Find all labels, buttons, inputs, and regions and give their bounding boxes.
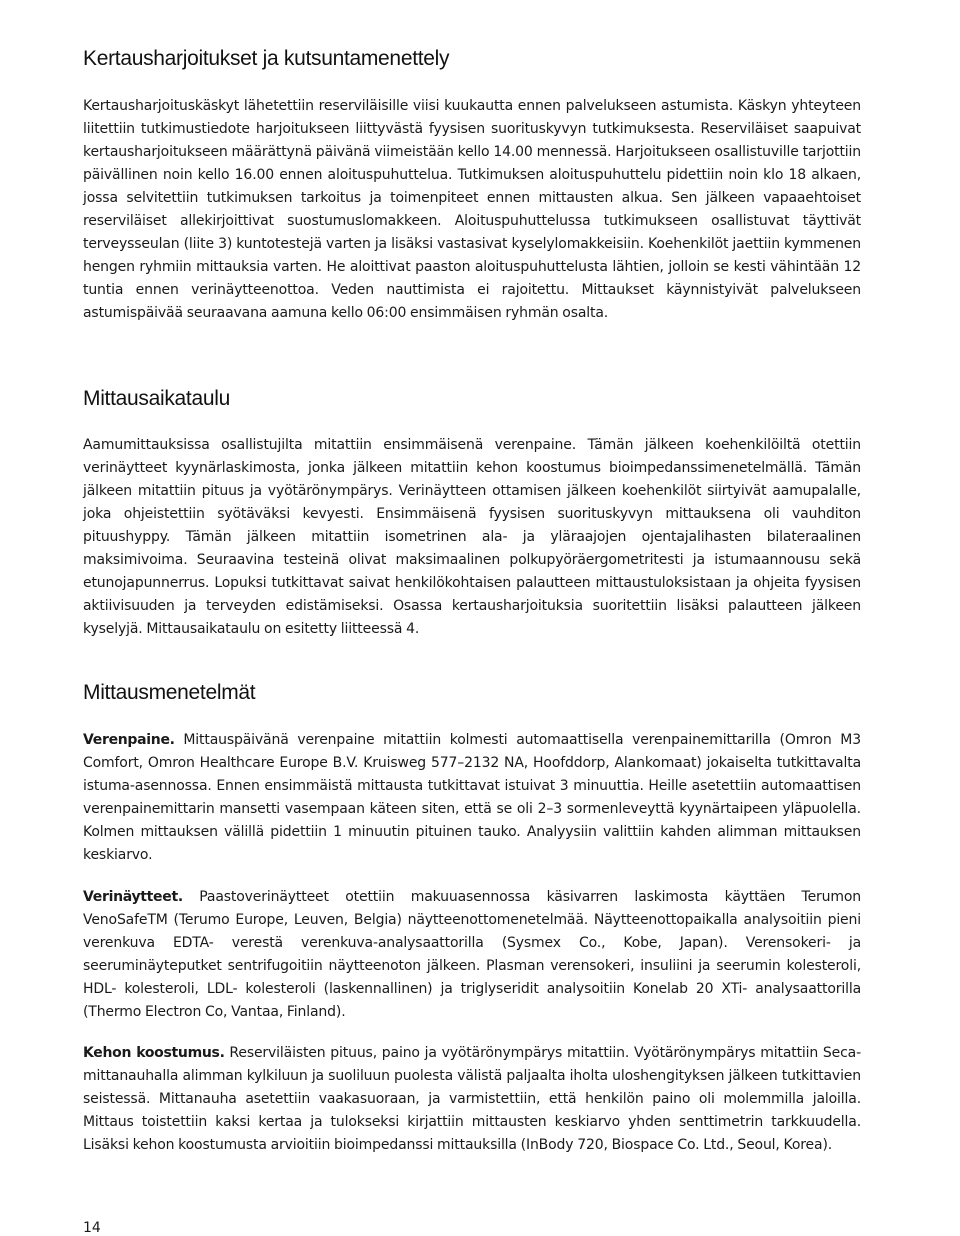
body-paragraph xyxy=(83,886,861,1024)
page-number: 14 xyxy=(83,1220,101,1236)
paragraph-lead: Kehon koostumus. xyxy=(83,1045,225,1061)
body-paragraph xyxy=(83,434,861,641)
paragraph-text: Mittauspäivänä verenpaine mitattiin kolmesti automaattisella verenpainemittarilla (Omron M3 Comfort, Omron Healthcare Europe B.V. Kruisweg 577–2132 NA, Hoofddorp, Alankomaat) jokaiselta tutkittavalta istuma-asennossa. Ennen ensimmäistä mittausta tutkittavat istuivat 3 minuuttia. Heille asetettiin automaattisen verenpainemittarin mansetti vasempaan käteen siten, että se oli 2–3 sormenleveyttä kyynärtaipeen yläpuolella. Kolmen mittauksen välillä pidettiin 1 minuutin pituinen tauko. Analyysiin valittiin kahden alimman mittauksen keskiarvo. xyxy=(83,732,861,863)
body-paragraph xyxy=(83,95,861,325)
body-paragraph xyxy=(83,1042,861,1157)
paragraph-text: Paastoverinäytteet otettiin makuuasennossa käsivarren laskimosta käyttäen Terumon VenoSafeTM (Terumo Europe, Leuven, Belgia) näytteenottomenetelmää. Näytteenottopaikalla analysoitiin pieni verenkuva EDTA- verestä verenkuva-analysaattorilla (Sysmex Co., Kobe, Japan). Verensokeri- ja seeruminäyteputket sentrifugoitiin näytteenoton jälkeen. Plasman verensokeri, insuliini ja seerumin kolesteroli, HDL- kolesteroli, LDL- kolesteroli (laskennallinen) ja triglyseridit analysoitiin Konelab 20 XTi- analysaattorilla (Thermo Electron Co, Vantaa, Finland). xyxy=(83,889,861,1020)
section-heading: Mittausaikataulu xyxy=(83,387,230,410)
paragraph-text: Aamumittauksissa osallistujilta mitattiin ensimmäisenä verenpaine. Tämän jälkeen koehenkilöiltä otettiin verinäytteet kyynärlaskimosta, jonka jälkeen mitattiin kehon koostumus bioimpedanssimenetelmällä. Tämän jälkeen mitattiin pituus ja vyötärönympärys. Verinäytteen ottamisen jälkeen koehenkilöt siirtyivät aamupalalle, joka ohjeistettiin syötäväksi kevyesti. Ensimmäisenä fyysisen suorituskyvyn mittauksena oli vauhditon pituushyppy. Tämän jälkeen mitattiin isometrinen ala- ja yläraajojen ojentajalihasten bilateraalinen maksimivoima. Seuraavina testeinä olivat maksimaalinen polkupyöräergometritesti ja istumaannousu sekä etunojapunnerrus. Lopuksi tutkittavat saivat henkilökohtaisen palautteen mittaustuloksistaan ja ohjeita fyysisen aktiivisuuden ja terveyden edistämiseksi. Osassa kertausharjoituksia suoritettiin lisäksi palautteen jälkeen kyselyjä. Mittausaikataulu on esitetty liitteessä 4. xyxy=(83,437,861,637)
paragraph-lead: Verinäytteet. xyxy=(83,889,183,905)
paragraph-text: Reserviläisten pituus, paino ja vyötärönympärys mitattiin. Vyötärönympärys mitattiin Seca-mittanauhalla alimman kylkiluun ja suoliluun puolesta välistä paljaalta iholta uloshengityksen jälkeen tutkittavien seistessä. Mittanauha asetettiin vaakasuoraan, ja varmistettiin, että henkilön paino oli molemmilla jaloilla. Mittaus toistettiin kaksi kertaa ja tulokseksi kirjattiin mittausten keskiarvo yhden senttimetrin tarkkuudella. Lisäksi kehon koostumusta arvioitiin bioimpedanssi mittauksilla (InBody 720, Biospace Co. Ltd., Seoul, Korea). xyxy=(83,1045,862,1153)
section-heading: Kertausharjoitukset ja kutsuntamenettely xyxy=(83,47,450,70)
paragraph-text: Kertausharjoituskäskyt lähetettiin reserviläisille viisi kuukautta ennen palvelukseen astumista. Käskyn yhteyteen liitettiin tutkimustiedote harjoitukseen liittyvästä fyysisen suorituskyvyn tutkimuksesta. Reserviläiset saapuivat kertausharjoitukseen määrättynä päivänä viimeistään kello 14.00 mennessä. Harjoitukseen osallistuville tarjottiin päivällinen noin kello 16.00 ennen aloituspuhuttelua. Tutkimuksen aloituspuhuttelu pidettiin noin klo 18 alkaen, jossa selvitettiin tutkimuksen tarkoitus ja toimenpiteet ennen mittausten alkua. Sen jälkeen vapaaehtoiset reserviläiset allekirjoittivat suostumuslomakkeen. Aloituspuhuttelussa tutkimukseen osallistuvat täyttivät terveysseulan (liite 3) kuntotestejä varten ja lisäksi vastasivat kyselylomakkeisiin. Koehenkilöt jaettiin kymmenen hengen ryhmiin mittauksia varten. He aloittivat paaston aloituspuhuttelusta lähtien, jolloin se kesti vähintään 12 tuntia ennen verinäytteenottoa. Veden nauttimista ei rajoitettu. Mittaukset käynnistyivät palvelukseen astumispäivää seuraavana aamuna kello 06:00 ensimmäisen ryhmän osalta. xyxy=(83,98,861,321)
section-heading: Mittausmenetelmät xyxy=(83,681,256,704)
paragraph-lead: Verenpaine. xyxy=(83,732,175,748)
body-paragraph xyxy=(83,729,861,867)
